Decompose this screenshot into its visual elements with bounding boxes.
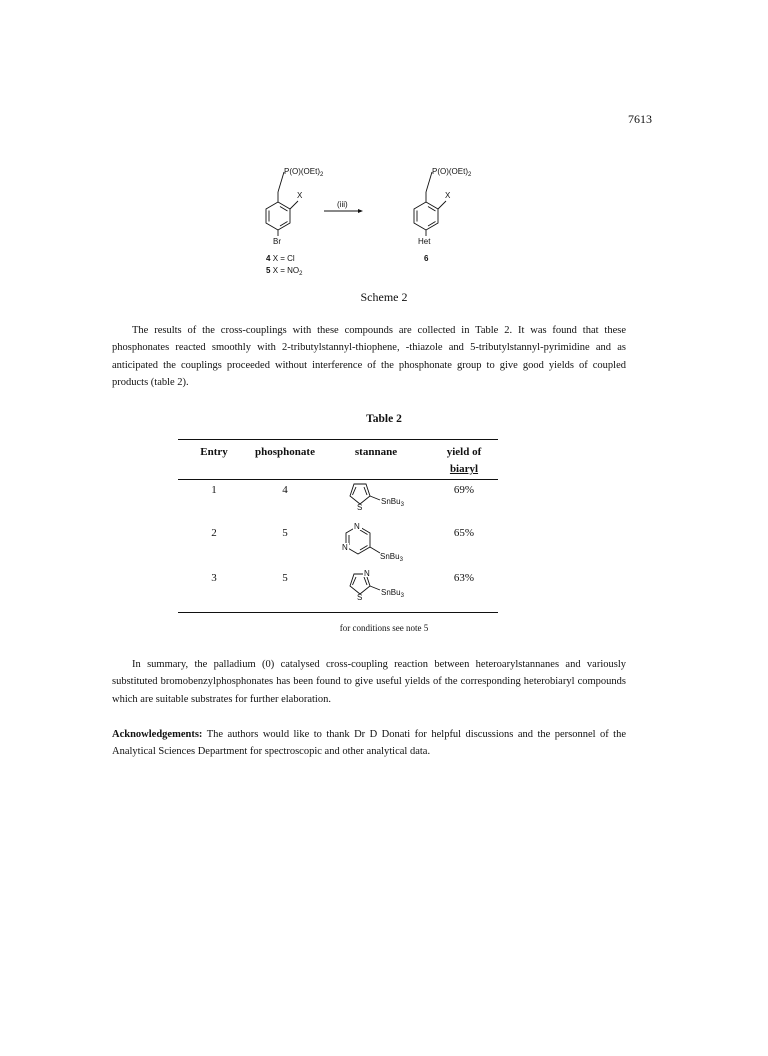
left-benzene-ring bbox=[266, 172, 298, 236]
compound-4-label: 4 X = Cl bbox=[266, 254, 295, 263]
row2-yield: 65% bbox=[453, 527, 475, 539]
row1-snbu3-label: SnBu$_3$ bbox=[381, 497, 404, 508]
table-note: for conditions see note 5 bbox=[339, 623, 429, 633]
right-phosphonate-label: $P(O)(OEt)_2$ bbox=[432, 167, 472, 178]
summary-paragraph: In summary, the palladium (0) catalysed cross-coupling reaction between heteroarylstannanes and variously substituted bromobenzylphosphonates has been found to give useful yields of the corresponding heterobiaryl compounds which are suitable substrates for further elaboration. bbox=[112, 659, 626, 705]
row1-entry: 1 bbox=[211, 484, 217, 496]
left-br-label: Br bbox=[273, 237, 281, 246]
reaction-arrow bbox=[324, 209, 363, 213]
row1-yield: 69% bbox=[453, 484, 475, 496]
right-benzene-ring bbox=[414, 172, 446, 236]
compound-6-label: 6 bbox=[424, 254, 429, 263]
compound-5-label: 5 $X = NO_2$ bbox=[266, 266, 303, 277]
row1-phosphonate: 4 bbox=[282, 484, 288, 496]
header-phosphonate: phosphonate bbox=[255, 446, 315, 458]
acknowledgements-paragraph bbox=[112, 726, 626, 761]
row2-entry: 2 bbox=[211, 527, 217, 539]
thiazole-stannane-structure bbox=[344, 566, 434, 602]
pyrimidine-n2-label: N bbox=[342, 543, 348, 552]
acknowledgements-heading: Acknowledgements: bbox=[112, 729, 203, 740]
row3-phosphonate: 5 bbox=[282, 572, 288, 584]
header-yield-line2: biaryl bbox=[449, 463, 479, 475]
table-top-rule bbox=[178, 439, 498, 440]
page-number: 7613 bbox=[628, 112, 652, 126]
thiazole-n-label: N bbox=[364, 569, 370, 578]
header-entry: Entry bbox=[200, 446, 228, 458]
pyrimidine-n1-label: N bbox=[354, 522, 360, 531]
right-x-label: X bbox=[445, 191, 451, 200]
pyrimidine-stannane-structure bbox=[338, 520, 434, 566]
thiazole-s-label: S bbox=[357, 593, 363, 602]
header-yield-line1: yield of bbox=[446, 446, 482, 458]
row3-entry: 3 bbox=[211, 572, 217, 584]
row3-yield: 63% bbox=[453, 572, 475, 584]
reagent-label: (iii) bbox=[337, 200, 348, 209]
acknowledgements-text: The authors would like to thank Dr D Donati for helpful discussions and the personnel of the Analytical Sciences Department for spectroscopic and other analytical data. bbox=[112, 729, 627, 758]
row3-snbu3-label: SnBu$_3$ bbox=[381, 588, 404, 599]
table-title: Table 2 bbox=[366, 413, 402, 425]
row2-snbu3-label: SnBu$_3$ bbox=[380, 552, 403, 563]
left-phosphonate-label: $P(O)(OEt)_2$ bbox=[284, 167, 324, 178]
right-het-label: Het bbox=[418, 237, 431, 246]
row2-phosphonate: 5 bbox=[282, 527, 288, 539]
thiophene-stannane-structure bbox=[344, 478, 434, 512]
header-stannane: stannane bbox=[354, 446, 398, 458]
table-header-rule bbox=[178, 479, 498, 480]
table-bottom-rule bbox=[178, 612, 498, 613]
results-paragraph: The results of the cross-couplings with these compounds are collected in Table 2. It was found that these phosphonates reacted smoothly with 2-tributylstannyl-thiophene, -thiazole and 5-tributylstannyl-pyrimidine and as anticipated the couplings proceeded without interference of the phosphonate group to give good yields of coupled products (table 2). bbox=[112, 325, 626, 388]
left-x-label: X bbox=[297, 191, 303, 200]
scheme-2-diagram bbox=[240, 160, 480, 280]
scheme-caption: Scheme 2 bbox=[360, 290, 408, 304]
thiophene-s-label: S bbox=[357, 503, 363, 512]
